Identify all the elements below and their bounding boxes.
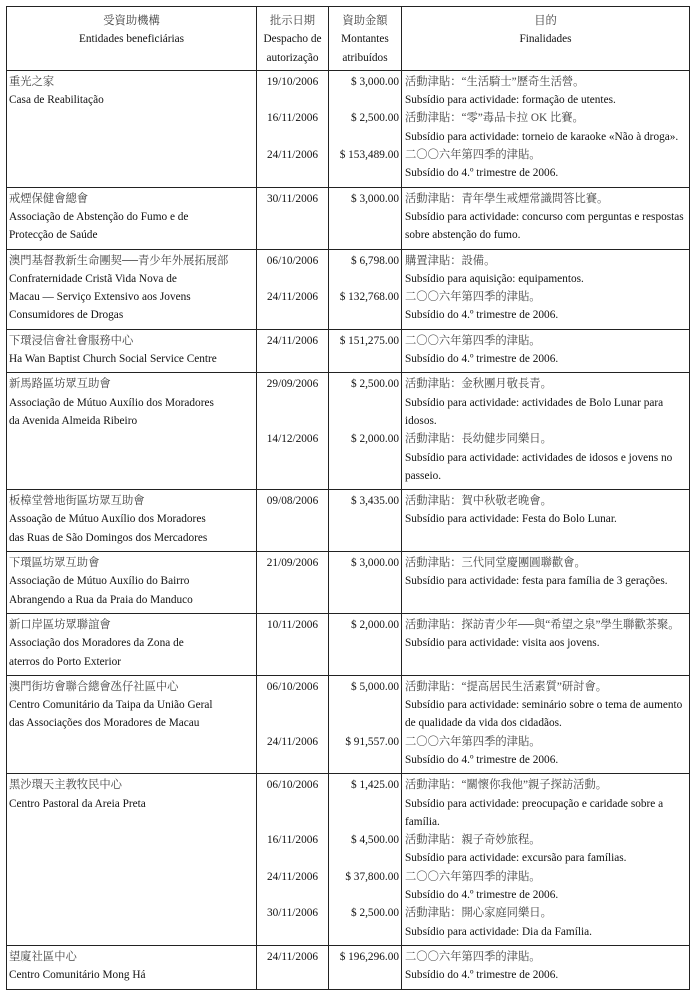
- purpose-zh: 二〇〇六年第四季的津貼。: [405, 149, 541, 162]
- grant-amount: $ 196,296.00: [339, 950, 399, 963]
- purpose-entry: [405, 868, 687, 905]
- purpose-entry: [405, 332, 687, 369]
- purpose-pt: Subsídio do 4.º trimestre de 2006.: [405, 167, 559, 180]
- purpose-entry: [405, 948, 687, 985]
- amount-entry: [331, 332, 399, 369]
- purpose-zh: 活動津貼：親子奇妙旅程。: [405, 834, 541, 847]
- purpose-entry: [405, 904, 687, 941]
- entity-name-pt: Casa de Reabilitação: [9, 94, 104, 107]
- header-date-pt1: Despacho de: [263, 33, 322, 46]
- table-row: [7, 945, 690, 989]
- amount-cell: [329, 329, 402, 373]
- date-entry: [257, 332, 328, 369]
- header-entity-zh: 受資助機構: [103, 15, 160, 27]
- amount-entry: [331, 73, 399, 110]
- grant-date: 16/11/2006: [266, 834, 319, 847]
- header-amount-pt1: Montantes: [341, 33, 389, 46]
- date-entry: [257, 948, 328, 985]
- purpose-zh: 活動津貼：“零”毒品卡拉 OK 比賽。: [405, 112, 584, 125]
- entity-name-zh: 新馬路區坊眾互助會: [9, 378, 111, 391]
- entity-name-pt: Centro Comunitário Mong Há: [9, 969, 146, 982]
- grant-date: 06/10/2006: [266, 254, 319, 267]
- date-cell: [257, 329, 329, 373]
- header-date: [257, 7, 329, 71]
- table-row: [7, 249, 690, 329]
- grant-date: 10/11/2006: [266, 618, 319, 631]
- entity-cell: [7, 613, 257, 675]
- entity-name-zh: 澳門街坊會聯合總會氹仔社區中心: [9, 680, 179, 693]
- purpose-pt: Subsídio para actividade: formação de utentes.: [405, 94, 616, 107]
- purpose-cell: [402, 552, 690, 614]
- purpose-cell: [402, 945, 690, 989]
- grant-amount: $ 2,500.00: [350, 112, 399, 125]
- purpose-entry: [405, 375, 687, 430]
- grant-date: 19/10/2006: [266, 75, 319, 88]
- purpose-pt: Subsídio para actividade: preocupação e caridade sobre a família.: [405, 797, 664, 828]
- grant-date: 24/11/2006: [266, 334, 319, 347]
- purpose-cell: [402, 613, 690, 675]
- entity-name-zh: 戒煙保健會總會: [9, 192, 89, 205]
- header-amount-pt2: atribuídos: [342, 51, 388, 64]
- amount-entry: [331, 375, 399, 430]
- table-row: [7, 613, 690, 675]
- purpose-pt: Subsídio para actividade: seminário sobre o tema de aumento de qualidade da vida dos cidadãos.: [405, 699, 683, 730]
- purpose-zh: 活動津貼：“生活騎士”歷奇生活營。: [405, 75, 585, 88]
- grant-amount: $ 1,425.00: [350, 779, 399, 792]
- date-cell: [257, 490, 329, 552]
- date-cell: [257, 249, 329, 329]
- purpose-pt: Subsídio para actividade: actividades de Bolo Lunar para idosos.: [405, 396, 664, 427]
- grant-amount: $ 3,000.00: [350, 557, 399, 570]
- grant-date: 29/09/2006: [266, 378, 319, 391]
- grant-amount: $ 5,000.00: [350, 680, 399, 693]
- date-entry: [257, 492, 328, 529]
- entity-cell: [7, 373, 257, 490]
- entity-name-pt: Consumidores de Drogas: [9, 309, 124, 322]
- entity-name-pt: Macau — Serviço Extensivo aos Jovens: [9, 291, 191, 304]
- purpose-pt: Subsídio para actividade: Festa do Bolo Lunar.: [405, 513, 617, 526]
- grant-date: 14/12/2006: [266, 433, 319, 446]
- entity-name-pt: Assoação de Mútuo Auxílio dos Moradores: [9, 513, 206, 526]
- header-date-zh: 批示日期: [269, 15, 316, 27]
- grant-date: 16/11/2006: [266, 112, 319, 125]
- amount-cell: [329, 70, 402, 187]
- table-row: [7, 187, 690, 249]
- entity-name-pt: das Associações dos Moradores de Macau: [9, 717, 200, 730]
- date-entry: [257, 904, 328, 941]
- purpose-pt: Subsídio do 4.º trimestre de 2006.: [405, 753, 559, 766]
- date-cell: [257, 774, 329, 946]
- entity-name-pt: das Ruas de São Domingos dos Mercadores: [9, 531, 208, 544]
- header-purpose-zh: 目的: [534, 15, 557, 27]
- purpose-zh: 活動津貼：“提高居民生活素質”研討會。: [405, 680, 608, 693]
- table-row: [7, 373, 690, 490]
- purpose-entry: [405, 492, 687, 529]
- date-cell: [257, 373, 329, 490]
- amount-cell: [329, 552, 402, 614]
- header-amount-zh: 資助金額: [342, 15, 388, 27]
- entity-name-zh: 澳門基督教新生命團契──青少年外展拓展部: [9, 254, 229, 267]
- amount-cell: [329, 675, 402, 773]
- header-entity-pt: Entidades beneficiárias: [78, 33, 185, 46]
- date-entry: [257, 430, 328, 485]
- purpose-entry: [405, 831, 687, 868]
- amount-cell: [329, 490, 402, 552]
- amount-cell: [329, 373, 402, 490]
- table-row: [7, 490, 690, 552]
- grant-date: 24/11/2006: [266, 149, 319, 162]
- purpose-entry: [405, 776, 687, 831]
- date-entry: [257, 831, 328, 868]
- header-amount: [329, 7, 402, 71]
- purpose-entry: [405, 733, 687, 770]
- amount-entry: [331, 831, 399, 868]
- date-entry: [257, 73, 328, 110]
- grant-amount: $ 132,768.00: [339, 291, 399, 304]
- purpose-pt: Subsídio do 4.º trimestre de 2006.: [405, 969, 559, 982]
- amount-entry: [331, 733, 399, 770]
- header-entity: [7, 7, 257, 71]
- grant-amount: $ 3,000.00: [350, 75, 399, 88]
- entity-name-pt: Confraternidade Cristã Vida Nova de: [9, 272, 177, 285]
- purpose-cell: [402, 329, 690, 373]
- purpose-cell: [402, 774, 690, 946]
- purpose-entry: [405, 288, 687, 325]
- grant-amount: $ 6,798.00: [350, 254, 399, 267]
- grant-date: 06/10/2006: [266, 779, 319, 792]
- entity-name-pt: Centro Pastoral da Areia Preta: [9, 797, 146, 810]
- grant-date: 06/10/2006: [266, 680, 319, 693]
- entity-name-zh: 黑沙環天主教牧民中心: [9, 779, 122, 792]
- purpose-entry: [405, 554, 687, 591]
- entity-name-pt: Abrangendo a Rua da Praia do Manduco: [9, 593, 193, 606]
- purpose-pt: Subsídio do 4.º trimestre de 2006.: [405, 889, 559, 902]
- entity-name-pt: Associação dos Moradores da Zona de: [9, 637, 184, 650]
- entity-name-pt: Ha Wan Baptist Church Social Service Centre: [9, 353, 217, 366]
- purpose-cell: [402, 373, 690, 490]
- grant-date: 24/11/2006: [266, 735, 319, 748]
- purpose-entry: [405, 146, 687, 183]
- date-cell: [257, 613, 329, 675]
- purpose-pt: Subsídio do 4.º trimestre de 2006.: [405, 353, 559, 366]
- entity-name-pt: Associação de Mútuo Auxílio do Bairro: [9, 575, 190, 588]
- grant-amount: $ 153,489.00: [339, 149, 399, 162]
- entity-name-pt: Associação de Mútuo Auxílio dos Moradores: [9, 396, 214, 409]
- header-purpose: [402, 7, 690, 71]
- date-entry: [257, 252, 328, 289]
- date-entry: [257, 868, 328, 905]
- entity-name-zh: 板樟堂營地街區坊眾互助會: [9, 495, 145, 508]
- grant-date: 09/08/2006: [266, 495, 319, 508]
- entity-cell: [7, 675, 257, 773]
- date-entry: [257, 616, 328, 653]
- entity-cell: [7, 70, 257, 187]
- date-entry: [257, 190, 328, 245]
- purpose-pt: Subsídio do 4.º trimestre de 2006.: [405, 309, 559, 322]
- date-cell: [257, 70, 329, 187]
- entity-name-zh: 重光之家: [9, 75, 55, 88]
- grant-amount: $ 4,500.00: [350, 834, 399, 847]
- entity-name-pt: Protecção de Saúde: [9, 229, 98, 242]
- date-entry: [257, 146, 328, 183]
- purpose-zh: 二〇〇六年第四季的津貼。: [405, 291, 541, 304]
- amount-cell: [329, 249, 402, 329]
- entity-cell: [7, 945, 257, 989]
- purpose-pt: Subsídio para actividade: festa para família de 3 gerações.: [405, 575, 668, 588]
- entity-cell: [7, 774, 257, 946]
- grant-amount: $ 2,500.00: [350, 378, 399, 391]
- purpose-cell: [402, 490, 690, 552]
- purpose-zh: 二〇〇六年第四季的津貼。: [405, 950, 541, 963]
- grant-amount: $ 91,557.00: [345, 735, 399, 748]
- table-row: [7, 329, 690, 373]
- grant-amount: $ 2,000.00: [350, 618, 399, 631]
- date-entry: [257, 554, 328, 591]
- table-header: [7, 7, 690, 71]
- purpose-zh: 活動津貼：金秋團月敬長青。: [405, 378, 552, 391]
- grant-date: 30/11/2006: [266, 907, 319, 920]
- grant-amount: $ 3,000.00: [350, 192, 399, 205]
- purpose-pt: Subsídio para actividade: actividades de idosos e jovens no passeio.: [405, 451, 673, 482]
- purpose-cell: [402, 187, 690, 249]
- table-row: [7, 774, 690, 946]
- entity-name-zh: 望廈社區中心: [9, 950, 77, 963]
- amount-cell: [329, 774, 402, 946]
- entity-cell: [7, 552, 257, 614]
- amount-entry: [331, 904, 399, 941]
- purpose-pt: Subsídio para actividade: excursão para famílias.: [405, 852, 627, 865]
- amount-entry: [331, 288, 399, 325]
- entity-name-pt: da Avenida Almeida Ribeiro: [9, 414, 138, 427]
- amount-cell: [329, 613, 402, 675]
- purpose-pt: Subsídio para actividade: Dia da Família.: [405, 925, 592, 938]
- entity-cell: [7, 329, 257, 373]
- purpose-pt: Subsídio para actividade: torneio de karaoke «Não à droga».: [405, 130, 679, 143]
- entity-cell: [7, 187, 257, 249]
- grant-amount: $ 3,435.00: [350, 495, 399, 508]
- table-row: [7, 552, 690, 614]
- amount-cell: [329, 945, 402, 989]
- amount-entry: [331, 554, 399, 591]
- amount-entry: [331, 678, 399, 733]
- date-entry: [257, 776, 328, 831]
- purpose-zh: 二〇〇六年第四季的津貼。: [405, 735, 541, 748]
- entity-cell: [7, 249, 257, 329]
- purpose-zh: 二〇〇六年第四季的津貼。: [405, 334, 541, 347]
- amount-entry: [331, 948, 399, 985]
- date-cell: [257, 945, 329, 989]
- amount-entry: [331, 252, 399, 289]
- amount-entry: [331, 776, 399, 831]
- purpose-entry: [405, 109, 687, 146]
- grant-amount: $ 2,500.00: [350, 907, 399, 920]
- amount-entry: [331, 146, 399, 183]
- date-cell: [257, 675, 329, 773]
- entity-name-zh: 下環區坊眾互助會: [9, 557, 100, 570]
- grant-date: 30/11/2006: [266, 192, 319, 205]
- grant-amount: $ 151,275.00: [339, 334, 399, 347]
- purpose-pt: Subsídio para actividade: visita aos jovens.: [405, 637, 600, 650]
- purpose-pt: Subsídio para actividade: concurso com perguntas e respostas sobre abstenção do fumo.: [405, 210, 684, 242]
- purpose-entry: [405, 430, 687, 485]
- amount-entry: [331, 868, 399, 905]
- purpose-zh: 二〇〇六年第四季的津貼。: [405, 870, 541, 883]
- amount-entry: [331, 492, 399, 529]
- date-entry: [257, 288, 328, 325]
- purpose-entry: [405, 678, 687, 733]
- purpose-zh: 活動津貼：探訪青少年──與“希望之泉”學生聯歡茶聚。: [405, 618, 680, 631]
- grant-date: 24/11/2006: [266, 870, 319, 883]
- purpose-pt: Subsídio para aquisição: equipamentos.: [405, 272, 584, 285]
- purpose-zh: 活動津貼：三代同堂慶團圓聯歡會。: [405, 557, 586, 570]
- date-entry: [257, 375, 328, 430]
- purpose-entry: [405, 190, 687, 245]
- entity-name-pt: Associação de Abstenção do Fumo e de: [9, 210, 189, 223]
- date-cell: [257, 552, 329, 614]
- grants-table: [6, 6, 690, 990]
- table-row: [7, 675, 690, 773]
- amount-entry: [331, 430, 399, 485]
- date-cell: [257, 187, 329, 249]
- table-row: [7, 70, 690, 187]
- purpose-zh: 活動津貼：賀中秋敬老晚會。: [405, 495, 552, 508]
- grant-amount: $ 37,800.00: [345, 870, 399, 883]
- amount-entry: [331, 109, 399, 146]
- entity-name-zh: 下環浸信會社會服務中心: [9, 334, 134, 347]
- entity-name-zh: 新口岸區坊眾聯誼會: [9, 618, 111, 631]
- grant-date: 24/11/2006: [266, 291, 319, 304]
- entity-name-pt: Centro Comunitário da Taipa da União Geral: [9, 699, 213, 712]
- purpose-cell: [402, 249, 690, 329]
- header-date-pt2: autorização: [266, 51, 319, 64]
- purpose-zh: 購置津貼：設備。: [405, 254, 496, 267]
- date-entry: [257, 678, 328, 733]
- entity-cell: [7, 490, 257, 552]
- date-entry: [257, 109, 328, 146]
- date-entry: [257, 733, 328, 770]
- purpose-zh: 活動津貼：長幼健步同樂日。: [405, 433, 552, 446]
- purpose-entry: [405, 73, 687, 110]
- amount-entry: [331, 616, 399, 653]
- purpose-zh: 活動津貼：“關懷你我他”親子探訪活動。: [405, 779, 608, 792]
- grant-date: 21/09/2006: [266, 557, 319, 570]
- amount-entry: [331, 190, 399, 245]
- purpose-zh: 活動津貼：開心家庭同樂日。: [405, 907, 552, 920]
- purpose-entry: [405, 252, 687, 289]
- entity-name-pt: aterros do Porto Exterior: [9, 655, 121, 668]
- header-purpose-pt: Finalidades: [519, 33, 572, 46]
- purpose-cell: [402, 675, 690, 773]
- purpose-zh: 活動津貼：青年學生戒煙常識問答比賽。: [405, 192, 609, 205]
- grant-amount: $ 2,000.00: [350, 433, 399, 446]
- grant-date: 24/11/2006: [266, 950, 319, 963]
- purpose-cell: [402, 70, 690, 187]
- purpose-entry: [405, 616, 687, 653]
- amount-cell: [329, 187, 402, 249]
- table-body: [7, 70, 690, 989]
